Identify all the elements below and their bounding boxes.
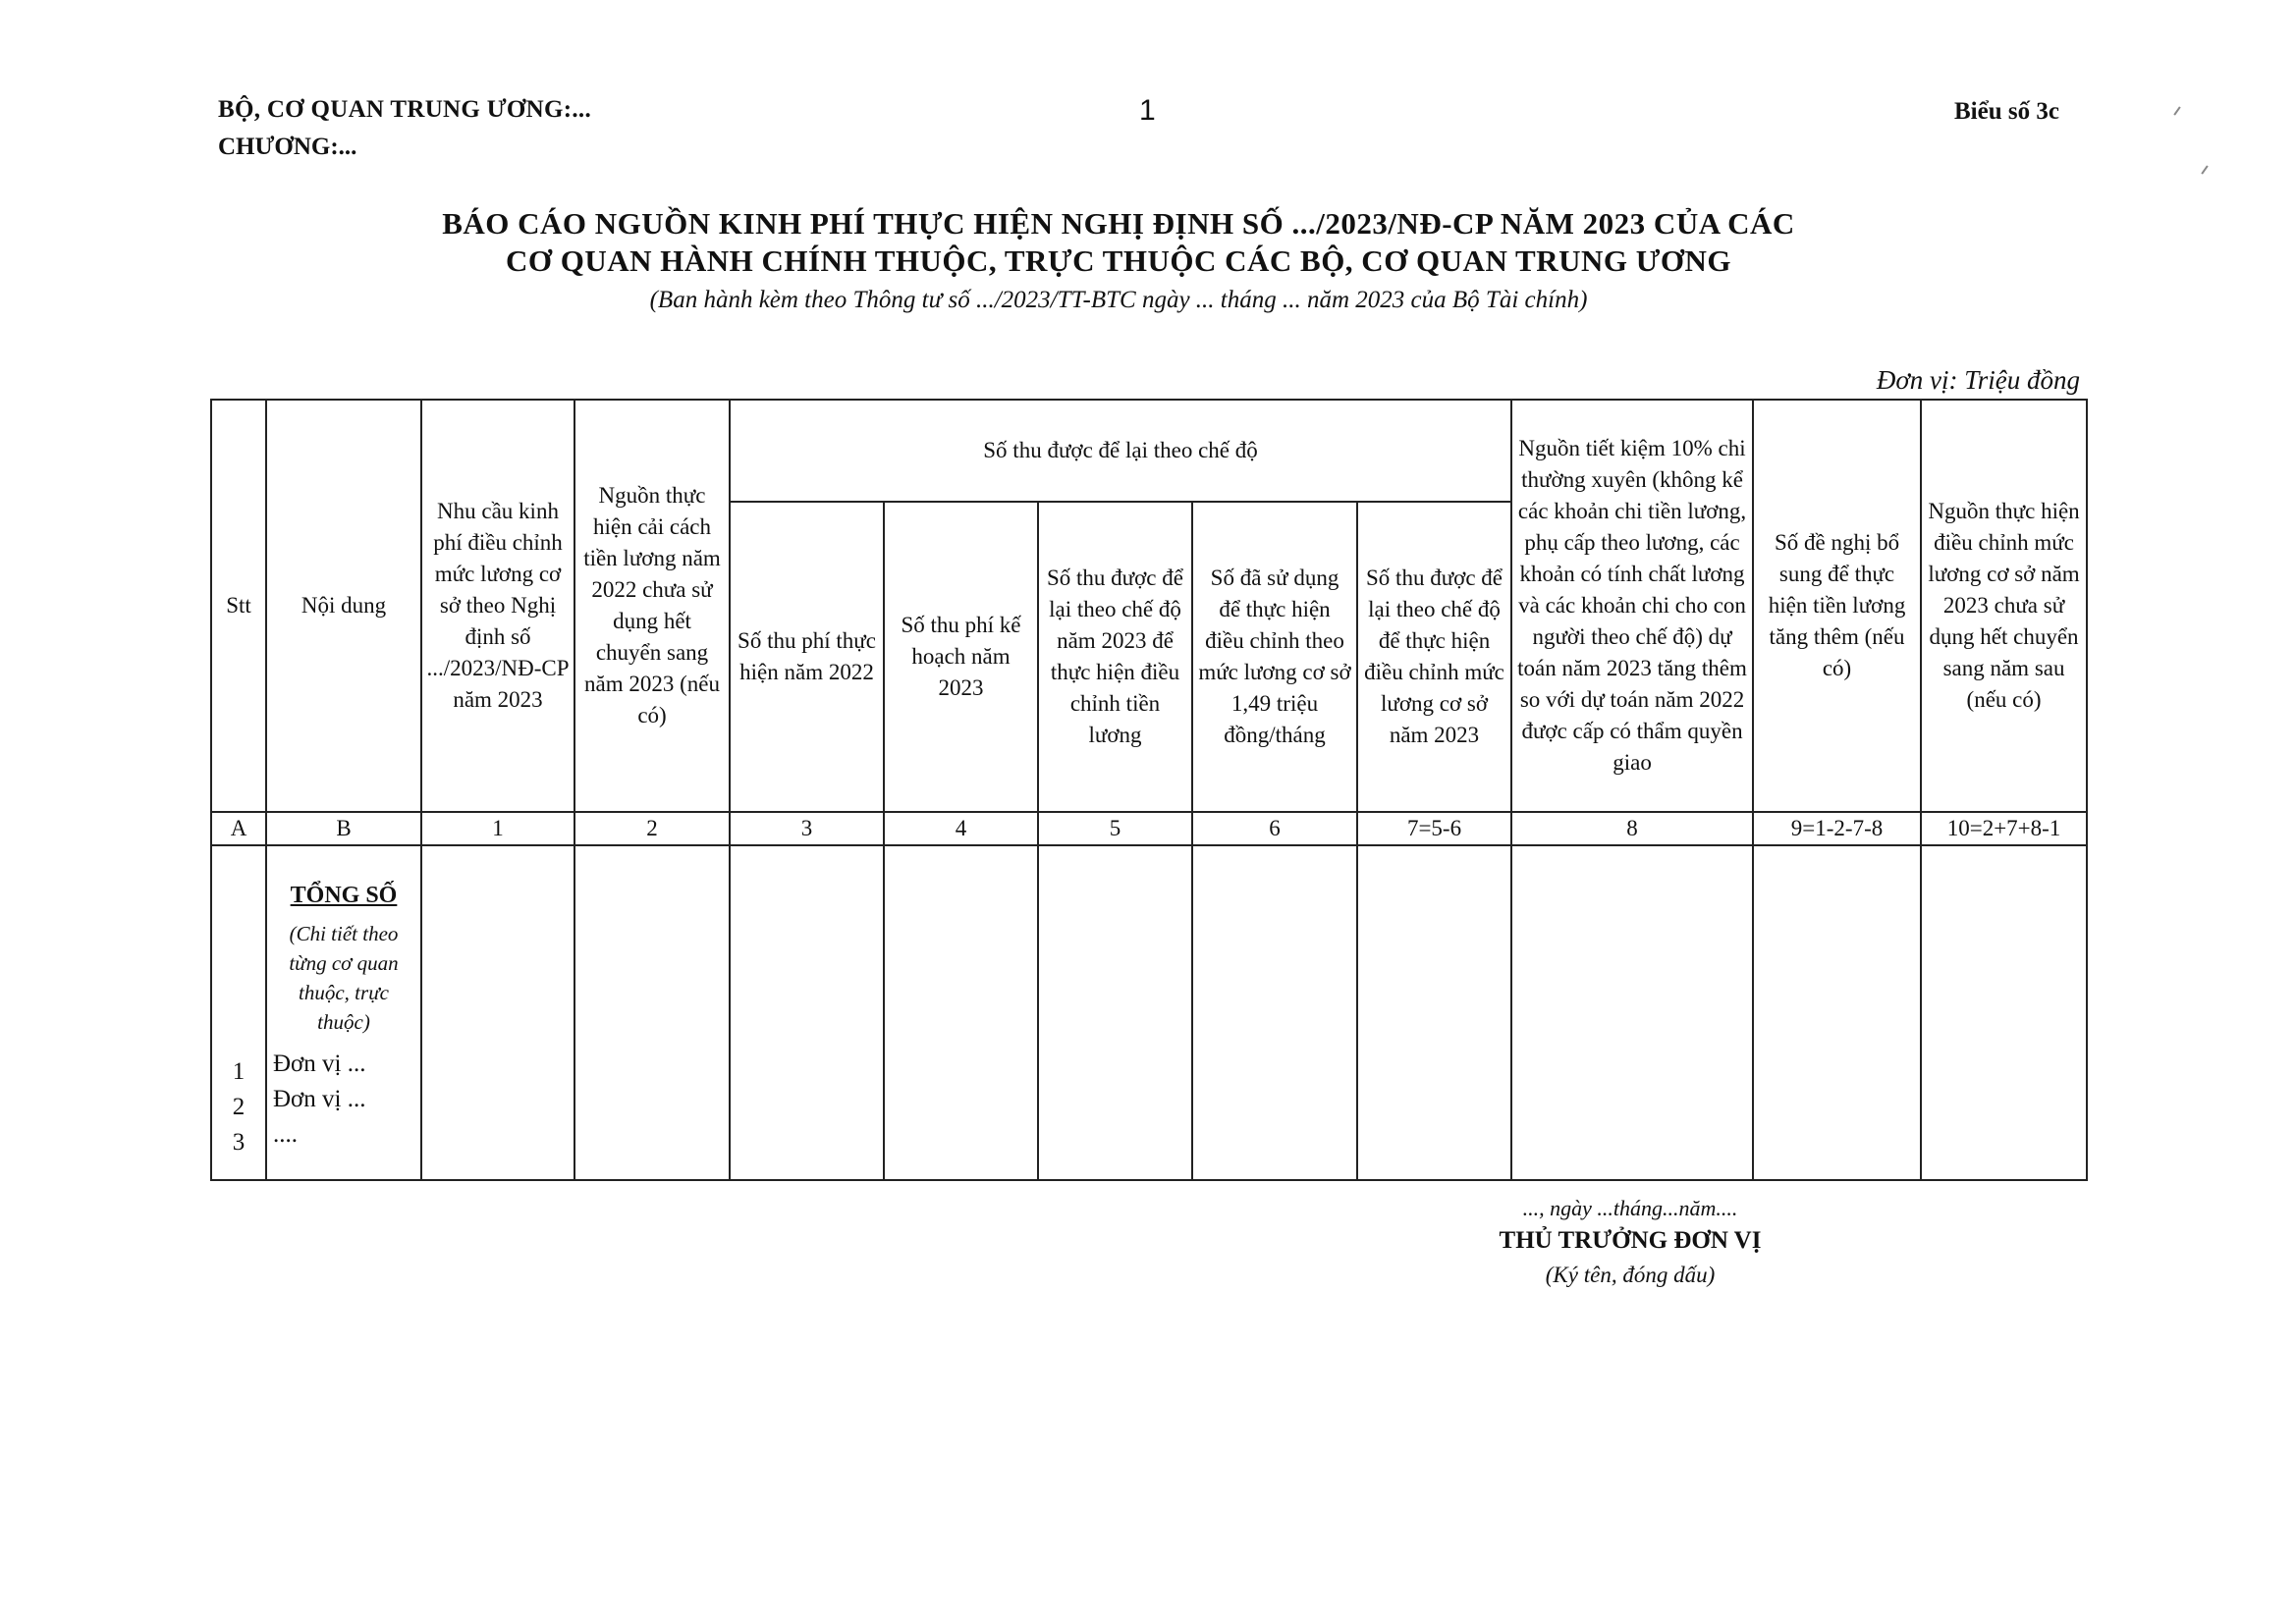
value-cell bbox=[1753, 845, 1921, 1180]
index-cell: 7=5-6 bbox=[1357, 812, 1511, 845]
header-col-5: Số thu được để lại theo chế độ năm 2023 để thực hiện điều chỉnh tiền lương bbox=[1038, 502, 1192, 812]
index-cell: 3 bbox=[730, 812, 884, 845]
chapter-label: CHƯƠNG:... bbox=[218, 134, 357, 160]
currency-unit: Đơn vị: Triệu đồng bbox=[1876, 365, 2080, 395]
signature-note: (Ký tên, đóng dấu) bbox=[1545, 1263, 1716, 1287]
header-col-6: Số đã sử dụng để thực hiện điều chỉnh theo mức lương cơ sở 1,49 triệu đồng/tháng bbox=[1192, 502, 1357, 812]
row-stt: 3 bbox=[232, 1129, 246, 1156]
index-cell: B bbox=[266, 812, 421, 845]
total-note: (Chi tiết theo từng cơ quan thuộc, trực thuộc) bbox=[289, 922, 399, 1034]
index-cell: 8 bbox=[1511, 812, 1753, 845]
signer-title: THỦ TRƯỞNG ĐƠN VỊ bbox=[1499, 1227, 1762, 1254]
index-cell: 5 bbox=[1038, 812, 1192, 845]
value-cell bbox=[1357, 845, 1511, 1180]
index-cell: 4 bbox=[884, 812, 1038, 845]
value-cell bbox=[1038, 845, 1192, 1180]
header-col-7: Số thu được để lại theo chế độ để thực hiện điều chỉnh mức lương cơ sở năm 2023 bbox=[1357, 502, 1511, 812]
index-cell: 10=2+7+8-1 bbox=[1921, 812, 2087, 845]
value-cell bbox=[574, 845, 730, 1180]
header-noi-dung: Nội dung bbox=[266, 400, 421, 812]
header-col-10: Nguồn thực hiện điều chỉnh mức lương cơ sở năm 2023 chưa sử dụng hết chuyển sang năm sau (nếu có) bbox=[1921, 400, 2087, 812]
header-col-8: Nguồn tiết kiệm 10% chi thường xuyên (không kể các khoản chi tiền lương, phụ cấp theo lương, các khoản có tính chất lương và các khoản chi cho con người theo chế độ) dự toán năm 2023 tăng thêm so với dự toán năm 2022 được cấp có thẩm quyền giao bbox=[1511, 400, 1753, 812]
header-stt: Stt bbox=[211, 400, 266, 812]
report-subtitle: (Ban hành kèm theo Thông tư số .../2023/TT-BTC ngày ... tháng ... năm 2023 của Bộ Tài chính) bbox=[649, 287, 1588, 313]
row-name: Đơn vị ... bbox=[273, 1086, 366, 1112]
index-cell: 1 bbox=[421, 812, 574, 845]
header-group-so-thu: Số thu được để lại theo chế độ bbox=[730, 400, 1511, 502]
value-cell bbox=[730, 845, 884, 1180]
value-cell bbox=[884, 845, 1038, 1180]
value-cell bbox=[1192, 845, 1357, 1180]
header-col-2: Nguồn thực hiện cải cách tiền lương năm 2022 chưa sử dụng hết chuyển sang năm 2023 (nếu có) bbox=[574, 400, 730, 812]
form-number: Biểu số 3c bbox=[1954, 98, 2059, 125]
stt-cell bbox=[211, 845, 266, 1180]
index-cell: A bbox=[211, 812, 266, 845]
agency-label: BỘ, CƠ QUAN TRUNG ƯƠNG:... bbox=[218, 96, 592, 123]
report-table bbox=[210, 399, 2088, 1181]
page-number: 1 bbox=[1139, 94, 1156, 127]
header-col-1: Nhu cầu kinh phí điều chỉnh mức lương cơ sở theo Nghị định số .../2023/NĐ-CP năm 2023 bbox=[421, 400, 574, 812]
scan-mark bbox=[2173, 106, 2180, 115]
index-cell: 6 bbox=[1192, 812, 1357, 845]
scan-mark bbox=[2201, 165, 2208, 174]
row-stt: 2 bbox=[232, 1094, 246, 1120]
row-name: Đơn vị ... bbox=[273, 1050, 366, 1077]
report-title-line-1: BÁO CÁO NGUỒN KINH PHÍ THỰC HIỆN NGHỊ ĐỊNH SỐ .../2023/NĐ-CP NĂM 2023 CỦA CÁC bbox=[442, 206, 1795, 241]
value-cell bbox=[421, 845, 574, 1180]
header-col-9: Số đề nghị bổ sung để thực hiện tiền lương tăng thêm (nếu có) bbox=[1753, 400, 1921, 812]
row-stt: 1 bbox=[232, 1058, 246, 1085]
row-name: .... bbox=[273, 1121, 298, 1148]
index-cell: 9=1-2-7-8 bbox=[1753, 812, 1921, 845]
header-col-4: Số thu phí kế hoạch năm 2023 bbox=[884, 502, 1038, 812]
index-cell: 2 bbox=[574, 812, 730, 845]
date-line: ..., ngày ...tháng...năm.... bbox=[1522, 1196, 1738, 1220]
report-title-line-2: CƠ QUAN HÀNH CHÍNH THUỘC, TRỰC THUỘC CÁC BỘ, CƠ QUAN TRUNG ƯƠNG bbox=[505, 243, 1732, 278]
value-cell bbox=[1511, 845, 1753, 1180]
content-cell bbox=[266, 845, 421, 1180]
header-col-3: Số thu phí thực hiện năm 2022 bbox=[730, 502, 884, 812]
value-cell bbox=[1921, 845, 2087, 1180]
total-label: TỔNG SỐ bbox=[290, 883, 398, 908]
